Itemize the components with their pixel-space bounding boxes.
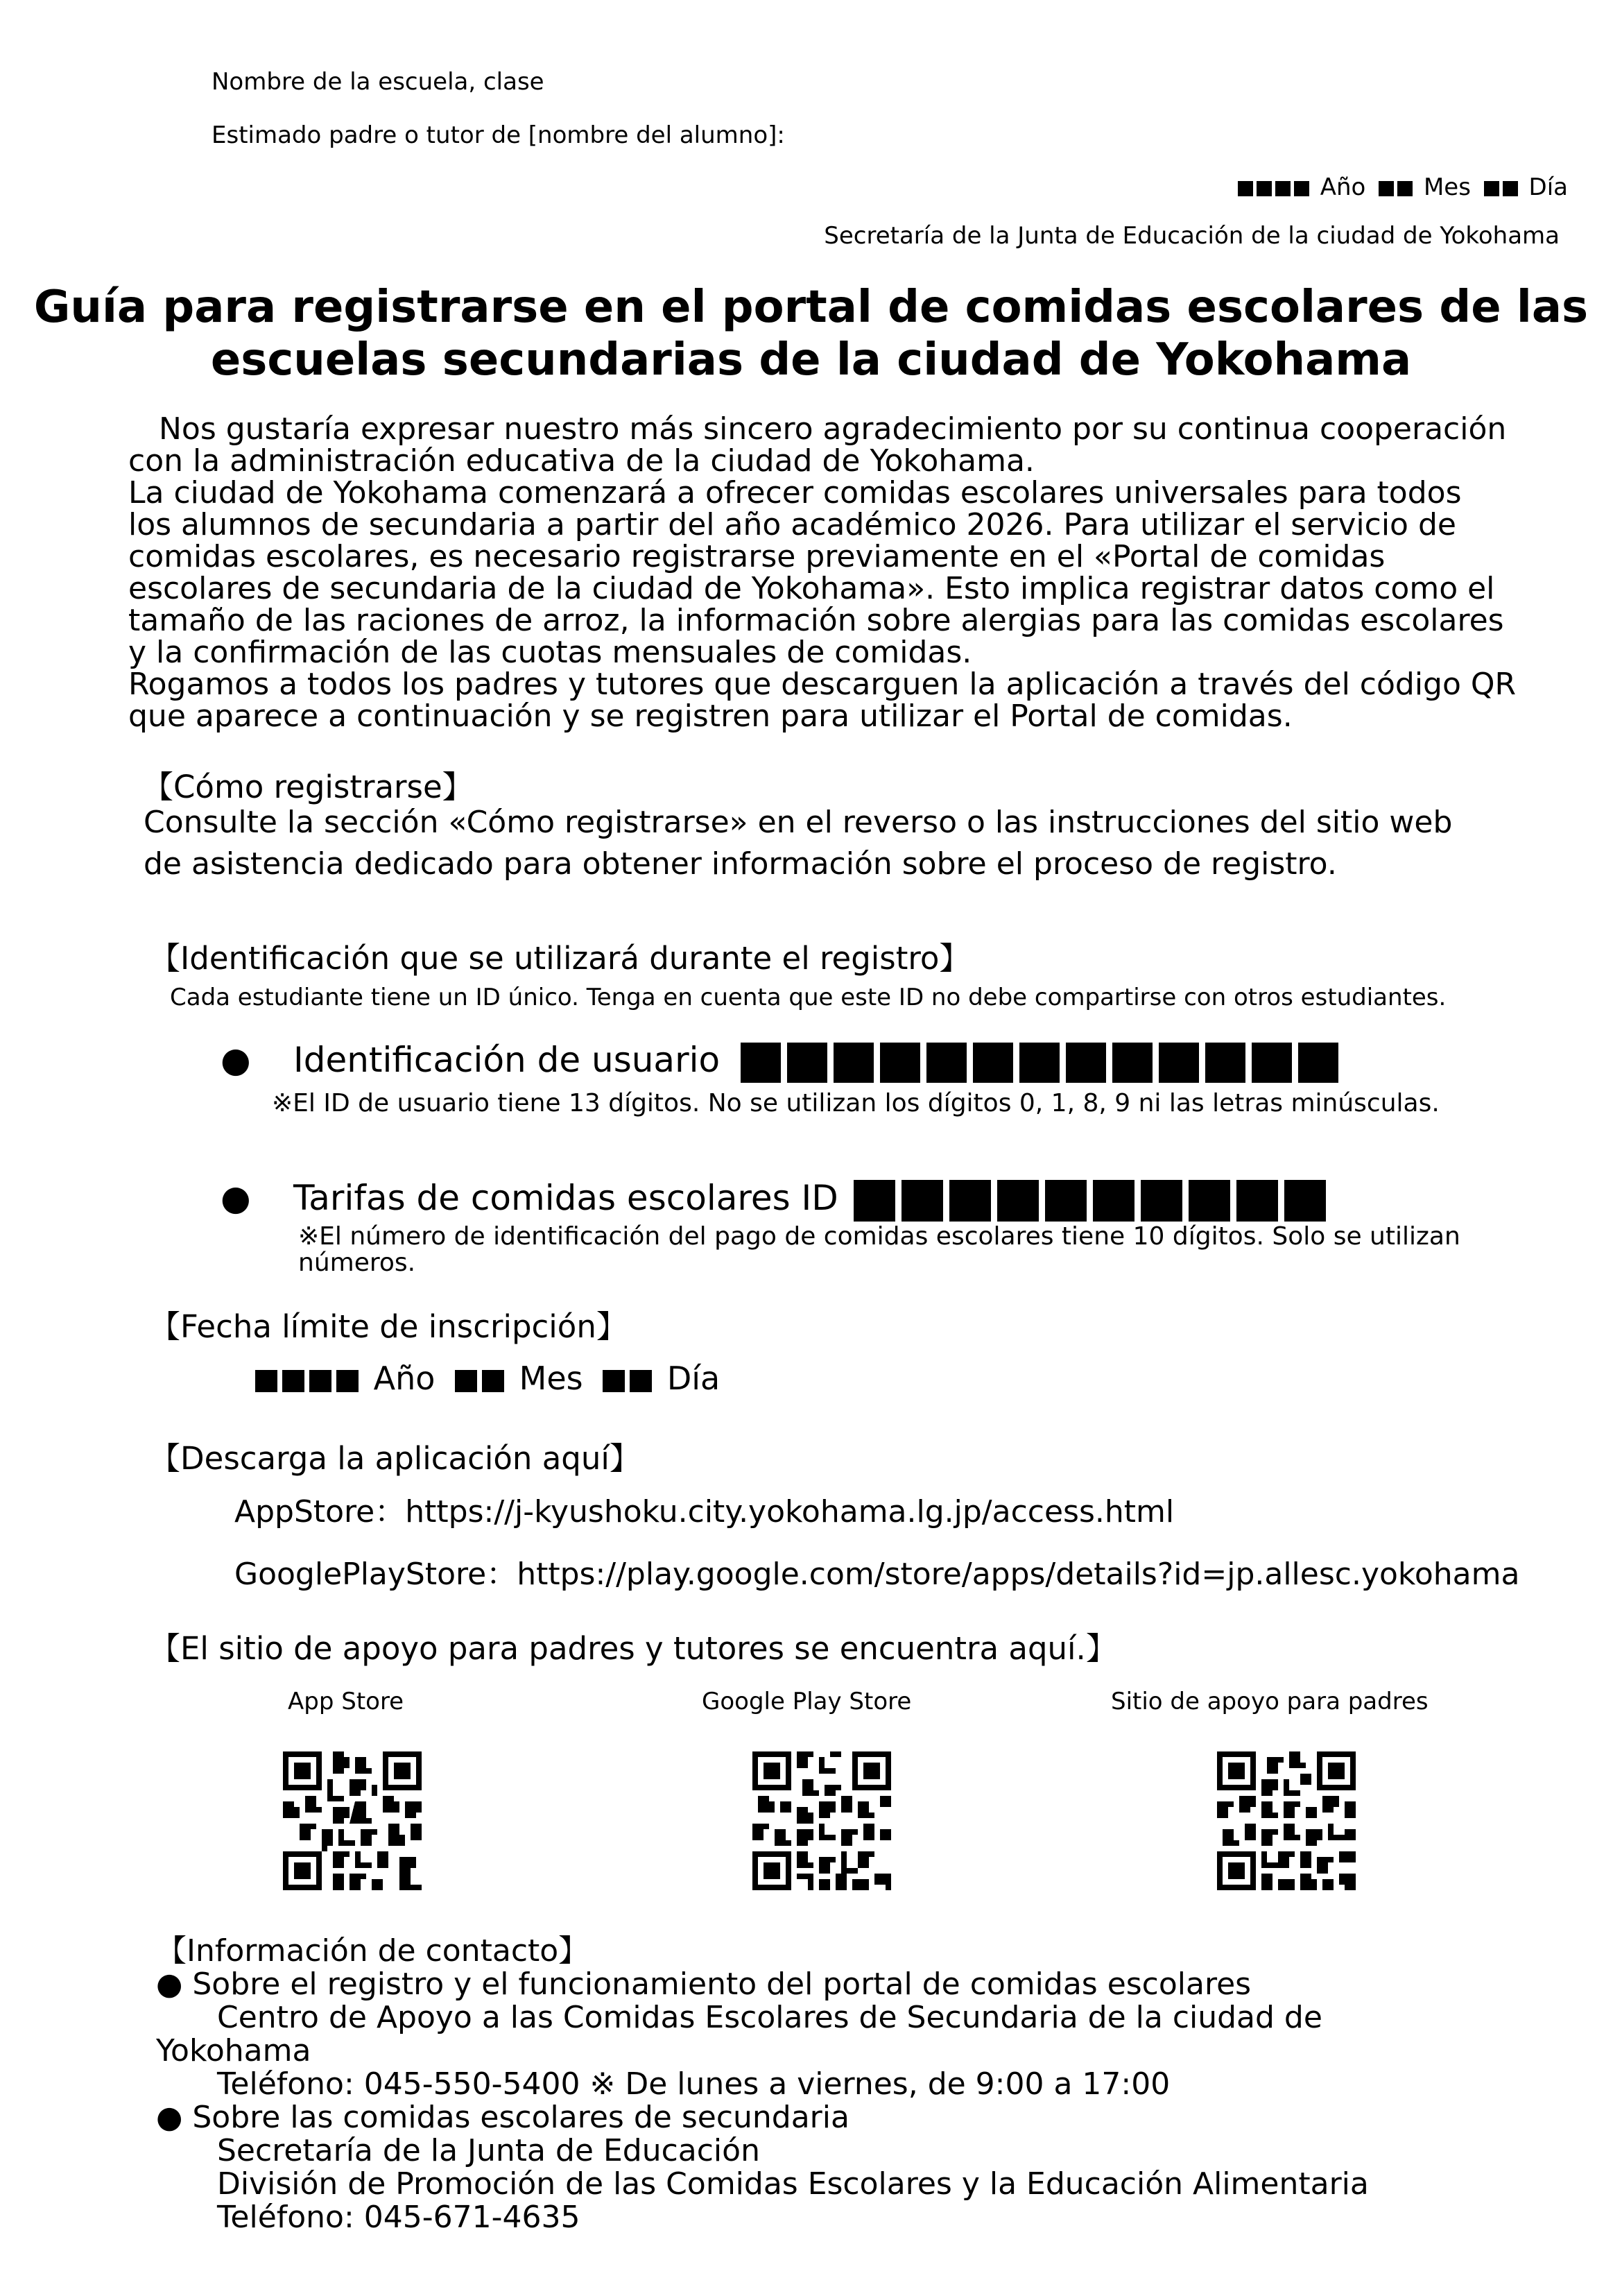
googleplay-link[interactable]: GooglePlayStore：https://play.google.com/store/apps/details?id=jp.allesc.yokohama xyxy=(234,1557,1520,1592)
contact-item1-phone: Teléfono: 045-550-5400 ※ De lunes a viernes, de 9:00 a 17:00 xyxy=(156,2066,1171,2102)
page-title-line2: escuelas secundarias de la ciudad de Yokohama xyxy=(210,334,1412,386)
ids-heading: 【Identificación que se utilizará durante el registro】 xyxy=(149,940,971,977)
ids-note: Cada estudiante tiene un ID único. Tenga en cuenta que este ID no debe compartirse con otros estudiantes. xyxy=(170,984,1447,1011)
deadline-date xyxy=(255,1360,720,1397)
appstore-link[interactable]: AppStore：https://j-kyushoku.city.yokohama.lg.jp/access.html xyxy=(234,1494,1175,1530)
contact-item2-title: ● Sobre las comidas escolares de secundaria xyxy=(156,2100,849,2135)
user-id-label: Identificación de usuario xyxy=(293,1040,721,1080)
contact-item1-line2: Yokohama xyxy=(156,2033,311,2068)
contact-item2-line2: División de Promoción de las Comidas Escolares y la Educación Alimentaria xyxy=(156,2166,1369,2202)
deadline-day: Día xyxy=(666,1360,721,1397)
contact-item1-title: ● Sobre el registro y el funcionamiento del portal de comidas escolares xyxy=(156,1967,1252,2002)
fee-id-note-2: números. xyxy=(298,1249,416,1277)
deadline-year: Año xyxy=(373,1360,435,1397)
fee-id-label: Tarifas de comidas escolares ID xyxy=(293,1178,838,1218)
qr-label-support: Sitio de apoyo para padres xyxy=(1111,1688,1429,1715)
support-heading: 【El sitio de apoyo para padres y tutores se encuentra aquí.】 xyxy=(149,1630,1117,1667)
intro-line-3: La ciudad de Yokohama comenzará a ofrecer comidas escolares universales para todos xyxy=(128,475,1462,511)
deadline-heading: 【Fecha límite de inscripción】 xyxy=(149,1308,628,1345)
header-date-year: Año xyxy=(1320,173,1366,201)
contact-item2-line1: Secretaría de la Junta de Educación xyxy=(156,2133,760,2168)
deadline-month: Mes xyxy=(519,1360,583,1397)
intro-line-5: comidas escolares, es necesario registrarse previamente en el «Portal de comidas xyxy=(128,539,1386,574)
download-heading: 【Descarga la aplicación aquí】 xyxy=(149,1440,641,1477)
intro-line-2: con la administración educativa de la ciudad de Yokohama. xyxy=(128,443,1035,479)
intro-line-4: los alumnos de secundaria a partir del año académico 2026. Para utilizar el servicio de xyxy=(128,507,1456,542)
intro-line-9: Rogamos a todos los padres y tutores que descarguen la aplicación a través del código QR xyxy=(128,667,1517,702)
how-to-line2: de asistencia dedicado para obtener información sobre el proceso de registro. xyxy=(144,846,1337,882)
how-to-heading: 【Cómo registrarse】 xyxy=(142,769,474,805)
header-date-month: Mes xyxy=(1423,173,1471,201)
page-title-line1: Guía para registrarse en el portal de comidas escolares de las xyxy=(33,282,1589,333)
intro-line-7: tamaño de las raciones de arroz, la información sobre alergias para las comidas escolares xyxy=(128,603,1504,638)
user-id-note: ※El ID de usuario tiene 13 dígitos. No se utilizan los dígitos 0, 1, 8, 9 ni las letras minúsculas. xyxy=(272,1089,1440,1117)
sender: Secretaría de la Junta de Educación de la ciudad de Yokohama xyxy=(824,222,1560,250)
qr-code-support-site-icon[interactable] xyxy=(1217,1751,1356,1890)
header-date xyxy=(1238,173,1568,201)
contact-item1-line1: Centro de Apoyo a las Comidas Escolares de Secundaria de la ciudad de xyxy=(156,2000,1322,2035)
fee-id-note-1: ※El número de identificación del pago de comidas escolares tiene 10 dígitos. Solo se utilizan xyxy=(298,1222,1460,1251)
bullet-icon: ● xyxy=(221,1040,251,1080)
qr-label-appstore: App Store xyxy=(288,1688,404,1715)
qr-code-appstore-icon[interactable] xyxy=(283,1751,422,1890)
intro-line-1: Nos gustaría expresar nuestro más sincero agradecimiento por su continua cooperación xyxy=(128,411,1507,447)
qr-label-googleplay: Google Play Store xyxy=(702,1688,912,1715)
bullet-icon: ● xyxy=(221,1178,251,1218)
contact-heading: 【Información de contacto】 xyxy=(156,1933,589,1969)
intro-line-6: escolares de secundaria de la ciudad de Yokohama». Esto implica registrar datos como el xyxy=(128,571,1495,606)
user-id-row xyxy=(221,1038,1345,1083)
greeting: Estimado padre o tutor de [nombre del alumno]: xyxy=(212,121,785,149)
how-to-line1: Consulte la sección «Cómo registrarse» en el reverso o las instrucciones del sitio web xyxy=(144,805,1453,840)
contact-item2-phone: Teléfono: 045-671-4635 xyxy=(156,2200,580,2235)
qr-code-googleplay-icon[interactable] xyxy=(752,1751,891,1890)
fee-id-row xyxy=(221,1176,1332,1222)
intro-line-10: que aparece a continuación y se registren para utilizar el Portal de comidas. xyxy=(128,699,1293,734)
header-date-day: Día xyxy=(1528,173,1568,201)
intro-line-8: y la confirmación de las cuotas mensuales de comidas. xyxy=(128,635,972,670)
school-class: Nombre de la escuela, clase xyxy=(212,68,544,96)
